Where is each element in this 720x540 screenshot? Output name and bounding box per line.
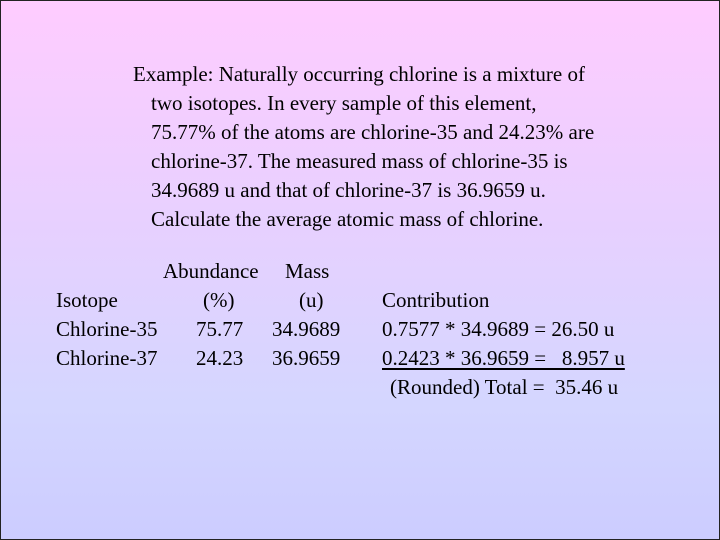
problem-line: two isotopes. In every sample of this element, xyxy=(151,91,537,115)
isotope-cell: Chlorine-35 xyxy=(56,317,158,341)
abundance-cell: 24.23 xyxy=(196,346,244,370)
contribution-header: Contribution xyxy=(382,288,490,312)
mass-cell: 34.9689 xyxy=(272,317,341,341)
contribution-cell: 0.2423 * 36.9659 = 8.957 u xyxy=(382,346,625,370)
isotope-cell: Chlorine-37 xyxy=(56,346,158,370)
contribution-cell: 0.7577 * 34.9689 = 26.50 u xyxy=(382,317,615,341)
total-line: (Rounded) Total = 35.46 u xyxy=(390,375,619,399)
problem-line: 75.77% of the atoms are chlorine-35 and 24.23% are xyxy=(151,120,595,144)
mass-header: Mass xyxy=(285,259,330,283)
problem-line: Example: Naturally occurring chlorine is a mixture of xyxy=(133,62,585,86)
problem-statement xyxy=(133,60,693,234)
problem-line: Calculate the average atomic mass of chlorine. xyxy=(151,207,544,231)
problem-line: 34.9689 u and that of chlorine-37 is 36.9659 u. xyxy=(151,178,546,202)
abundance-unit-header: (%) xyxy=(203,288,235,312)
abundance-header: Abundance xyxy=(163,259,259,283)
mass-cell: 36.9659 xyxy=(272,346,341,370)
isotope-header: Isotope xyxy=(56,288,118,312)
problem-line: chlorine-37. The measured mass of chlorine-35 is xyxy=(151,149,568,173)
abundance-cell: 75.77 xyxy=(196,317,244,341)
mass-unit-header: (u) xyxy=(299,288,324,312)
